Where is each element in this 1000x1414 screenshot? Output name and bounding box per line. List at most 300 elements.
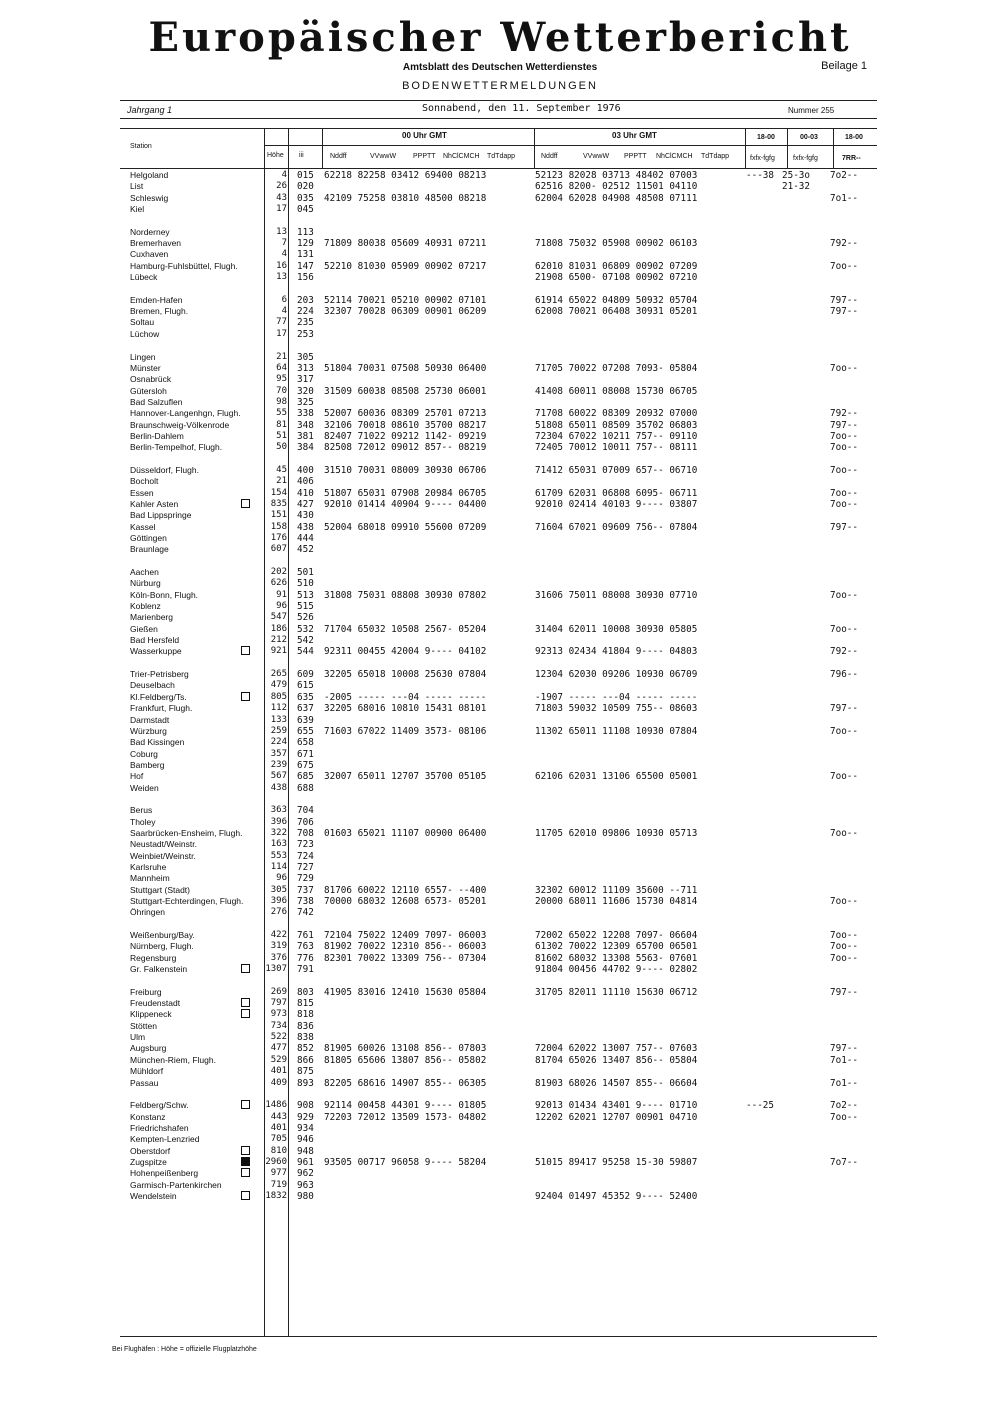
station-id: 305 — [297, 351, 314, 363]
station-label: Gießen — [130, 623, 158, 634]
row-gap — [782, 556, 832, 567]
obs-00-column — [324, 170, 534, 1202]
rain-cell — [830, 680, 880, 691]
station-id: 836 — [297, 1020, 314, 1032]
row-gap — [782, 658, 832, 669]
obs-03-cell: 61914 65022 04809 50932 05704 — [535, 294, 698, 306]
row-gap — [324, 283, 534, 294]
obs-03-cell: 92313 02434 41804 9---- 04803 — [535, 646, 698, 658]
rain-cell: 797-- — [830, 294, 858, 306]
station-label: Frankfurt, Flugh. — [130, 703, 193, 714]
rain-cell: 7oo-- — [830, 941, 858, 953]
gust-00-cell — [782, 1112, 832, 1123]
obs-00-cell — [324, 1180, 534, 1191]
obs-03-cell — [535, 204, 745, 215]
rain-cell — [830, 249, 880, 260]
gust-00-cell: 21-32 — [782, 181, 810, 193]
gust-18-cell — [746, 397, 786, 408]
gust-00-cell — [782, 601, 832, 612]
station-label: Darmstadt — [130, 714, 170, 725]
station-height: 112 — [270, 703, 287, 714]
rain-cell: 7o1-- — [830, 1054, 858, 1066]
rain-cell — [830, 635, 880, 646]
station-height: 43 — [276, 192, 287, 203]
gust-00-cell — [782, 590, 832, 601]
gust-00-cell — [782, 1191, 832, 1202]
station-label: Essen — [130, 487, 154, 498]
station-id: 637 — [297, 703, 314, 715]
gust-00-cell — [782, 238, 832, 249]
header-station: Station — [130, 143, 152, 150]
gust-18-cell — [746, 601, 786, 612]
rain-cell — [830, 397, 880, 408]
gust-18-cell — [746, 964, 786, 975]
column-divider — [787, 128, 788, 168]
gust-0003-column — [782, 170, 832, 1202]
rain-cell — [830, 567, 880, 578]
rain-cell — [830, 272, 880, 283]
station-height: 547 — [270, 612, 287, 623]
obs-03-cell — [535, 749, 745, 760]
rain-cell — [830, 737, 880, 748]
station-label: Göttingen — [130, 533, 167, 543]
row-gap — [324, 658, 534, 669]
station-id: 727 — [297, 861, 314, 873]
obs-03-cell — [535, 317, 745, 328]
obs-03-cell — [535, 612, 745, 623]
gust-00-cell — [782, 261, 832, 272]
station-height: 26 — [276, 181, 287, 192]
rain-cell: 7oo-- — [830, 442, 858, 454]
station-height: 98 — [276, 396, 287, 407]
station-height: 91 — [276, 589, 287, 600]
gust-00-cell — [782, 204, 832, 215]
station-height: 305 — [270, 884, 287, 895]
obs-00-cell — [324, 317, 534, 328]
gust-00-cell — [782, 669, 832, 680]
gust-00-cell — [782, 1168, 832, 1179]
station-id: 671 — [297, 748, 314, 760]
obs-03-cell: 21908 6500- 07108 00902 07210 — [535, 272, 698, 284]
rain-cell: 7oo-- — [830, 1111, 858, 1123]
station-label: Marienberg — [130, 612, 173, 623]
gust-18-cell — [746, 624, 786, 635]
station-height: 705 — [270, 1134, 287, 1145]
row-gap — [324, 556, 534, 567]
row-gap — [830, 454, 880, 465]
station-height: 239 — [270, 759, 287, 770]
gust-00-cell — [782, 567, 832, 578]
jahrgang-label: Jahrgang 1 — [127, 105, 173, 115]
station-height: 443 — [270, 1111, 287, 1122]
station-height: 16 — [276, 260, 287, 271]
obs-00-cell — [324, 249, 534, 260]
station-label: Emden-Hafen — [130, 294, 183, 305]
obs-00-cell — [324, 862, 534, 873]
gust-18-cell — [746, 227, 786, 238]
station-height: 21 — [276, 476, 287, 487]
gust-00-cell — [782, 329, 832, 340]
station-label: Kiel — [130, 204, 145, 215]
obs-03-column — [535, 170, 745, 1202]
station-label: Kahler Asten — [130, 498, 179, 509]
station-id: 893 — [297, 1077, 314, 1089]
station-height: 973 — [270, 1009, 287, 1020]
gust-00-cell — [782, 885, 832, 896]
gust-00-cell — [782, 465, 832, 476]
station-label: Kl.Feldberg/Ts. — [130, 691, 187, 702]
station-height: 212 — [270, 635, 287, 646]
obs-03-cell — [535, 352, 745, 363]
station-id: 501 — [297, 567, 314, 579]
row-gap — [324, 919, 534, 930]
station-id: 542 — [297, 635, 314, 647]
gust-18-cell — [746, 204, 786, 215]
rain-cell: 7oo-- — [830, 930, 858, 942]
station-height: 4 — [281, 170, 287, 180]
station-label: Hamburg-Fuhlsbüttel, Flugh. — [130, 260, 238, 271]
gust-00-cell — [782, 998, 832, 1009]
station-id: 313 — [297, 362, 314, 374]
obs-03-cell — [535, 1180, 745, 1191]
gust-00-cell — [782, 839, 832, 850]
station-id: 908 — [297, 1100, 314, 1112]
station-id: 156 — [297, 272, 314, 284]
gust-18-cell — [746, 646, 786, 657]
station-id: 513 — [297, 589, 314, 601]
gust-00-cell: 25-3o — [782, 170, 810, 181]
obs-03-cell — [535, 249, 745, 260]
rain-cell — [830, 907, 880, 918]
obs-03-cell: 32302 60012 11109 35600 --711 — [535, 884, 698, 896]
issue-number: Nummer 255 — [788, 106, 835, 115]
gust-18-cell — [746, 635, 786, 646]
obs-03-cell: 92010 02414 40103 9---- 03807 — [535, 498, 698, 510]
row-gap — [245, 975, 287, 986]
gust-18-cell — [746, 1168, 786, 1179]
obs-03-cell — [535, 1123, 745, 1134]
gust-00-cell — [782, 1055, 832, 1066]
station-label: Mannheim — [130, 873, 170, 884]
station-id: 763 — [297, 941, 314, 953]
gust-18-cell — [746, 306, 786, 317]
station-height: 151 — [270, 510, 287, 521]
obs-03-cell: 72405 70012 10011 757-- 08111 — [535, 442, 698, 454]
obs-00-cell: 31509 60038 08508 25730 06001 — [324, 385, 487, 397]
station-height: 409 — [270, 1077, 287, 1088]
station-height: 158 — [270, 521, 287, 532]
station-label: Cuxhaven — [130, 249, 169, 260]
row-gap — [746, 794, 786, 805]
header-03-gmt: 03 Uhr GMT — [612, 131, 657, 140]
obs-00-cell — [324, 612, 534, 623]
station-id: 129 — [297, 238, 314, 250]
station-label: Feldberg/Schw. — [130, 1100, 189, 1111]
obs-00-cell: 32007 65011 12707 35700 05105 — [324, 771, 487, 783]
page-title: Europäischer Wetterbericht — [148, 14, 852, 61]
gust-00-cell — [782, 510, 832, 521]
obs-00-cell: 52004 68018 09910 55600 07209 — [324, 521, 487, 533]
obs-03-cell: 31404 62011 10008 30930 05805 — [535, 623, 698, 635]
obs-00-cell: 82301 70022 13309 756-- 07304 — [324, 952, 487, 964]
rain-cell — [830, 510, 880, 521]
row-gap — [535, 658, 745, 669]
gust-18-cell — [746, 476, 786, 487]
station-height: 1307 — [265, 964, 287, 975]
obs-00-cell: 62218 82258 03412 69400 08213 — [324, 170, 487, 181]
gust-00-cell — [782, 862, 832, 873]
station-height: 17 — [276, 328, 287, 339]
station-label: Freiburg — [130, 986, 162, 997]
station-id: 706 — [297, 816, 314, 828]
gust-18-cell — [746, 1078, 786, 1089]
station-id: 866 — [297, 1054, 314, 1066]
gust-00-cell — [782, 442, 832, 453]
rain-cell: 7oo-- — [830, 896, 858, 907]
station-id: 131 — [297, 249, 314, 261]
obs-03-cell: 92013 01434 43401 9---- 01710 — [535, 1100, 698, 1112]
station-height: 734 — [270, 1020, 287, 1031]
station-id: 776 — [297, 952, 314, 964]
obs-03-cell: 62004 62028 04908 48508 07111 — [535, 192, 698, 204]
obs-00-cell — [324, 1146, 534, 1157]
row-gap — [782, 340, 832, 351]
gust-00-cell — [782, 715, 832, 726]
station-height: 363 — [270, 805, 287, 816]
table-subhead-rule — [265, 145, 877, 146]
obs-03-cell — [535, 1021, 745, 1032]
obs-03-cell: 72004 62022 13007 757-- 07603 — [535, 1043, 698, 1055]
gust-00-cell — [782, 227, 832, 238]
obs-03-cell — [535, 737, 745, 748]
station-height: 114 — [270, 861, 287, 872]
gust-00-cell — [782, 896, 832, 907]
station-label: Berus — [130, 805, 153, 816]
row-gap — [324, 794, 534, 805]
row-gap — [324, 975, 534, 986]
station-label: Lüchow — [130, 328, 160, 339]
rain-cell: 792-- — [830, 646, 858, 658]
station-label: Lübeck — [130, 272, 158, 283]
station-id: 510 — [297, 578, 314, 590]
station-id: 235 — [297, 317, 314, 329]
station-height: 319 — [270, 941, 287, 952]
gust-18-cell — [746, 249, 786, 260]
rain-cell — [830, 578, 880, 589]
obs-00-cell — [324, 1134, 534, 1145]
station-height: 176 — [270, 533, 287, 543]
row-gap — [535, 340, 745, 351]
station-height: 719 — [270, 1179, 287, 1190]
obs-00-cell — [324, 1066, 534, 1077]
obs-00-cell — [324, 964, 534, 975]
row-gap — [746, 658, 786, 669]
header-vvwww-03: VVwwW — [583, 153, 610, 160]
obs-00-cell — [324, 1032, 534, 1043]
gust-18-cell — [746, 1055, 786, 1066]
row-gap — [746, 975, 786, 986]
obs-00-cell — [324, 1191, 534, 1202]
station-id: 532 — [297, 623, 314, 635]
station-label: Coburg — [130, 748, 158, 759]
station-label: Köln-Bonn, Flugh. — [130, 589, 199, 600]
header-tdtd-03: TdTdapp — [701, 153, 730, 160]
station-height: 133 — [270, 714, 287, 725]
obs-00-cell: 32307 70028 06309 00901 06209 — [324, 306, 487, 318]
station-id: 852 — [297, 1043, 314, 1055]
station-label: Hohenpeißenberg — [130, 1168, 199, 1179]
station-height: 77 — [276, 317, 287, 328]
rain-cell: 7oo-- — [830, 589, 858, 601]
rain-cell: 7o1-- — [830, 192, 858, 204]
row-gap — [782, 1089, 832, 1100]
row-gap — [746, 454, 786, 465]
gust-18-cell — [746, 488, 786, 499]
rain-cell — [830, 1009, 880, 1020]
rain-cell: 7o1-- — [830, 1077, 858, 1089]
rain-cell — [830, 1146, 880, 1157]
rain-cell — [830, 1021, 880, 1032]
station-label: Aachen — [130, 567, 159, 578]
station-label: Stötten — [130, 1020, 157, 1031]
rain-cell — [830, 851, 880, 862]
station-id: 615 — [297, 680, 314, 692]
obs-03-cell — [535, 873, 745, 884]
station-id: 147 — [297, 260, 314, 272]
obs-00-cell — [324, 567, 534, 578]
obs-03-cell — [535, 476, 745, 487]
station-id: 444 — [297, 533, 314, 544]
gust-00-cell — [782, 386, 832, 397]
rain-cell — [830, 1134, 880, 1145]
station-id: 035 — [297, 192, 314, 204]
gust-18-cell — [746, 726, 786, 737]
station-label: Bocholt — [130, 476, 159, 487]
obs-03-cell — [535, 1168, 745, 1179]
station-id: 438 — [297, 521, 314, 533]
gust-18-cell — [746, 181, 786, 192]
rain-cell — [830, 1191, 880, 1202]
station-label: Klippeneck — [130, 1009, 172, 1020]
gust-00-cell — [782, 680, 832, 691]
obs-03-cell: 71803 59032 10509 755-- 08603 — [535, 703, 698, 715]
rain-cell — [830, 329, 880, 340]
row-gap — [746, 340, 786, 351]
station-id: 544 — [297, 646, 314, 658]
station-height: 479 — [270, 680, 287, 691]
station-height: 322 — [270, 827, 287, 838]
gust-00-cell — [782, 953, 832, 964]
obs-00-cell: 82407 71022 09212 1142- 09219 — [324, 430, 487, 442]
station-label: Schleswig — [130, 192, 169, 203]
station-id: 929 — [297, 1111, 314, 1123]
gust-18-cell — [746, 862, 786, 873]
row-gap — [830, 794, 880, 805]
station-id: 708 — [297, 827, 314, 839]
gust-18-cell: ---25 — [746, 1100, 774, 1112]
station-height: 422 — [270, 930, 287, 941]
gust-18-cell — [746, 352, 786, 363]
station-label: Zugspitze — [130, 1156, 167, 1167]
obs-00-cell — [324, 510, 534, 521]
station-label: Kassel — [130, 521, 156, 532]
station-height: 21 — [276, 351, 287, 362]
station-label: Öhringen — [130, 907, 165, 918]
station-label: Karlsruhe — [130, 861, 167, 872]
gust-00-cell — [782, 930, 832, 941]
station-label: Augsburg — [130, 1043, 167, 1054]
row-gap — [324, 340, 534, 351]
obs-00-cell: 41905 83016 12410 15630 05804 — [324, 986, 487, 998]
station-height: 835 — [270, 498, 287, 509]
header-nddff-03: Nddff — [541, 153, 558, 160]
rain-cell — [830, 749, 880, 760]
station-id: 791 — [297, 964, 314, 976]
obs-03-cell: 72304 67022 10211 757-- 09110 — [535, 430, 698, 442]
gust-18-cell — [746, 567, 786, 578]
gust-18-cell — [746, 1146, 786, 1157]
obs-00-cell — [324, 760, 534, 771]
station-id: 526 — [297, 612, 314, 624]
station-label: Passau — [130, 1077, 159, 1088]
row-gap — [782, 919, 832, 930]
station-id: 742 — [297, 907, 314, 919]
gust-18-cell — [746, 590, 786, 601]
row-gap — [830, 556, 880, 567]
table-head-bottom-rule — [120, 168, 877, 169]
gust-18-cell — [746, 930, 786, 941]
row-gap — [245, 919, 287, 930]
obs-03-cell — [535, 567, 745, 578]
gust-00-cell — [782, 522, 832, 533]
gust-18-cell — [746, 465, 786, 476]
station-label: Neustadt/Weinstr. — [130, 839, 197, 850]
row-gap — [746, 556, 786, 567]
gust-1800-column — [746, 170, 786, 1202]
gust-00-cell — [782, 1032, 832, 1043]
beilage-label: Beilage 1 — [821, 60, 867, 72]
obs-00-cell — [324, 680, 534, 691]
rain-cell — [830, 885, 880, 896]
station-height: 96 — [276, 873, 287, 884]
station-height: 6 — [281, 294, 287, 305]
footnote: Bei Flughäfen : Höhe = offizielle Flugplatzhöhe — [112, 1346, 257, 1353]
obs-03-cell — [535, 817, 745, 828]
obs-00-cell — [324, 907, 534, 918]
obs-03-cell: 62516 8200- 02512 11501 04110 — [535, 181, 698, 193]
obs-03-cell: 81704 65026 13407 856-- 05804 — [535, 1054, 698, 1066]
gust-18-cell — [746, 1043, 786, 1054]
gust-00-cell — [782, 873, 832, 884]
gust-18-cell — [746, 1009, 786, 1020]
station-id: 253 — [297, 328, 314, 340]
obs-03-cell — [535, 851, 745, 862]
station-id: 723 — [297, 839, 314, 851]
station-label: Stuttgart (Stadt) — [130, 884, 190, 895]
gust-18-cell — [746, 363, 786, 374]
obs-03-cell — [535, 1134, 745, 1145]
gust-00-cell — [782, 749, 832, 760]
gust-18-cell — [746, 828, 786, 839]
station-height: 70 — [276, 385, 287, 396]
obs-03-cell: 71705 70022 07208 7093- 05804 — [535, 362, 698, 374]
station-id: 729 — [297, 873, 314, 885]
station-label: Nürnberg, Flugh. — [130, 941, 194, 952]
gust-00-cell — [782, 476, 832, 487]
gust-18-cell — [746, 987, 786, 998]
obs-00-cell: 51804 70031 07508 50930 06400 — [324, 362, 487, 374]
rain-cell: 7oo-- — [830, 827, 858, 839]
